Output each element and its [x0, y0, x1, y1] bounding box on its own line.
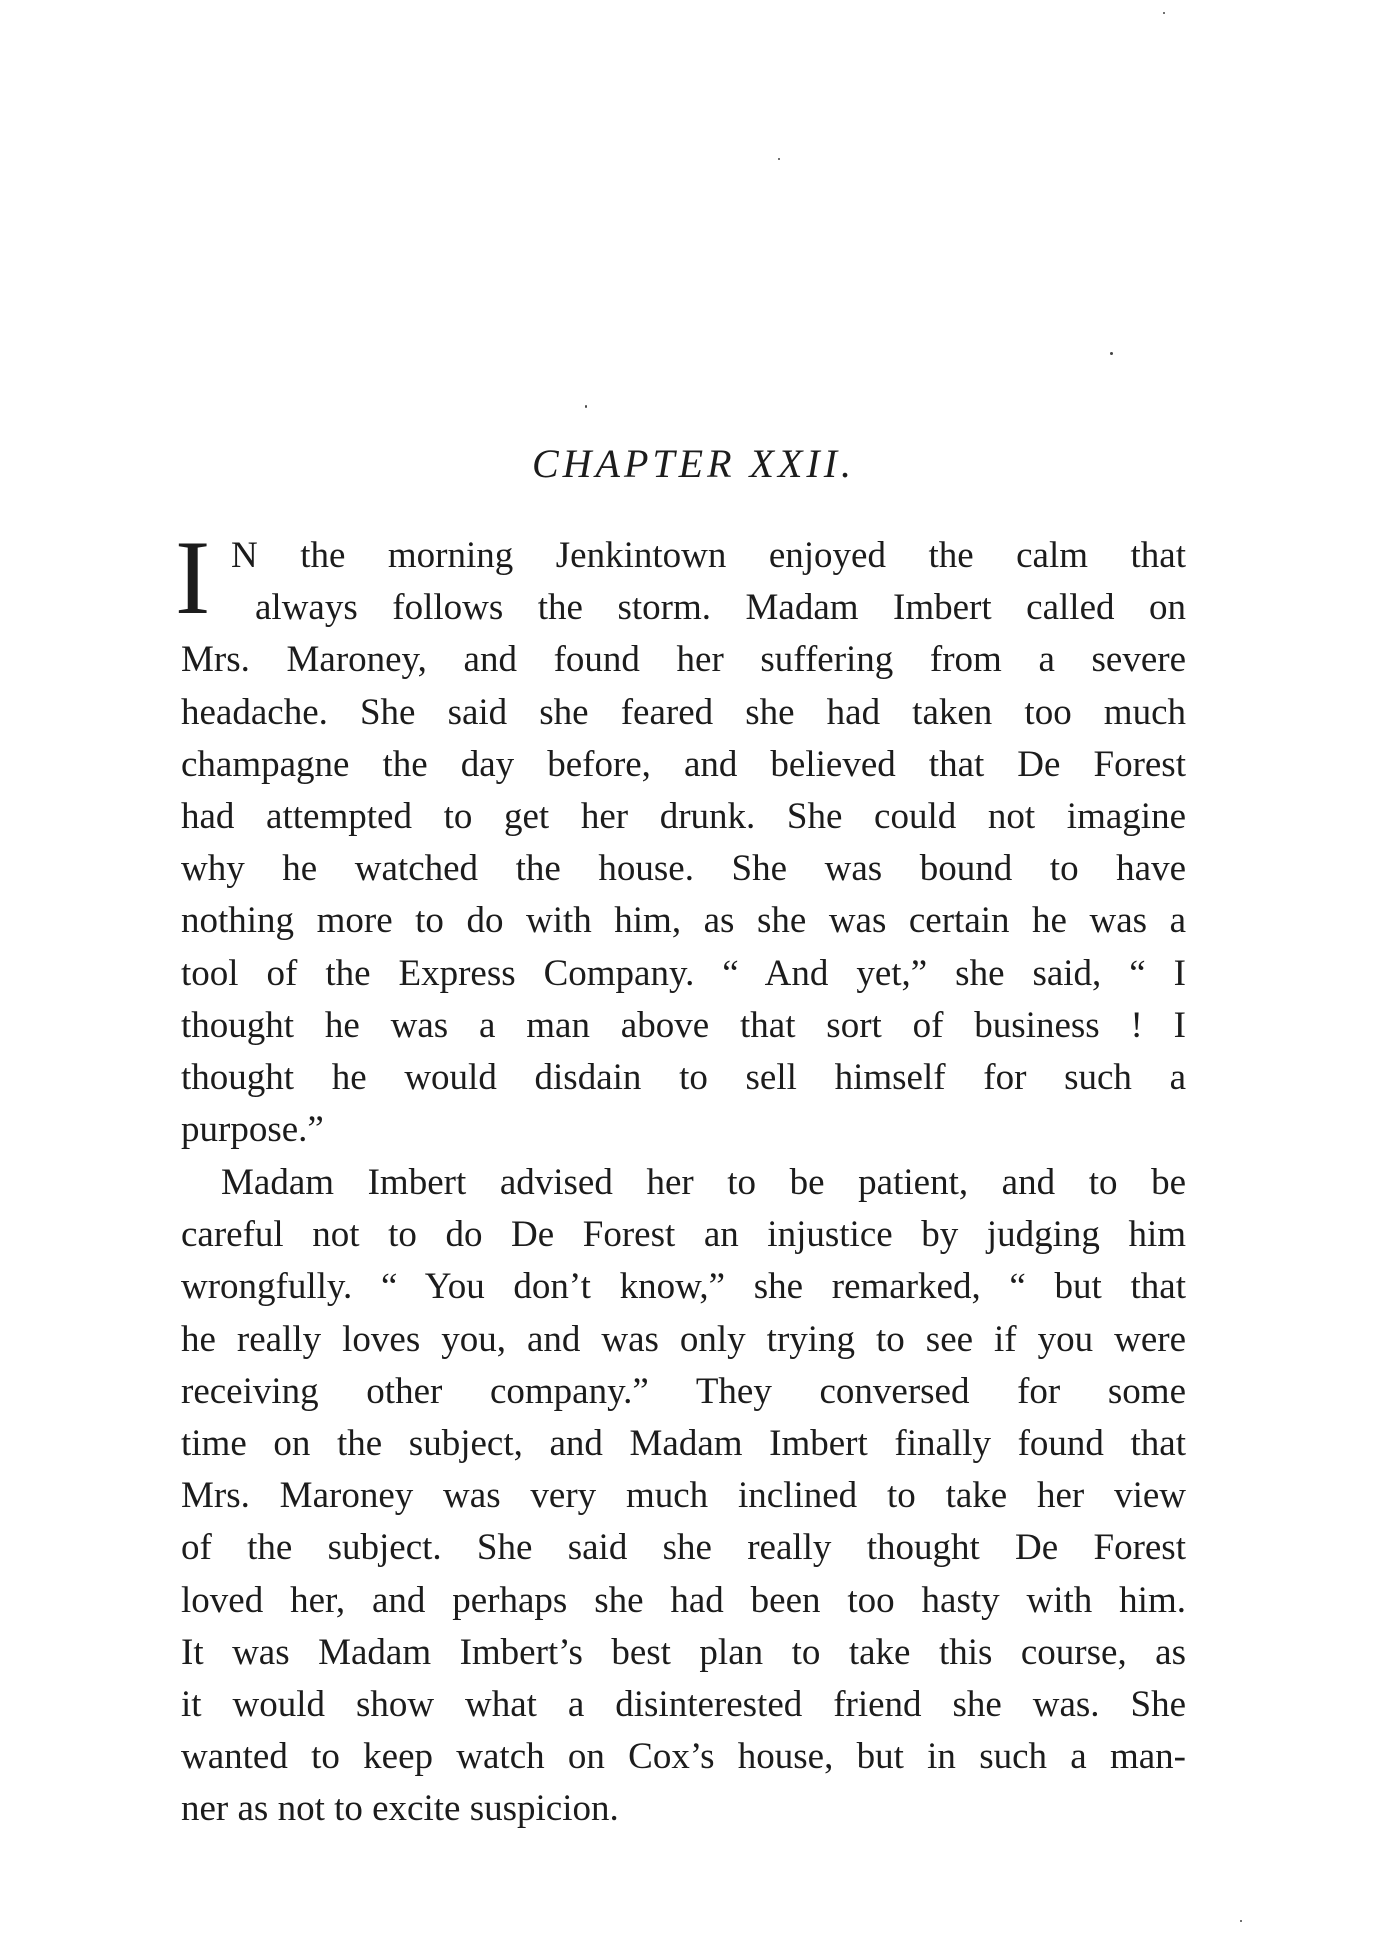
text-line: ner as not to excite suspicion.	[181, 1788, 619, 1830]
text-line: purpose.”	[181, 1109, 324, 1151]
text-line: champagne the day before, and believed that De Forest	[181, 743, 1186, 785]
text-line: of the subject. She said she really thought De Forest	[181, 1527, 1186, 1569]
scan-speck	[1240, 1920, 1242, 1922]
text-line: loved her, and perhaps she had been too hasty with him.	[181, 1579, 1186, 1621]
scan-speck	[1110, 352, 1113, 355]
text-line: N the morning Jenkintown enjoyed the calm that	[231, 535, 1186, 576]
paragraph-2	[181, 1157, 1186, 1835]
text-line: had attempted to get her drunk. She could not imagine	[181, 795, 1186, 837]
scan-speck	[778, 158, 780, 160]
text-line: it would show what a disinterested friend she was. She	[181, 1683, 1186, 1725]
paragraph-1	[175, 519, 1186, 1156]
text-line: thought he was a man above that sort of business ! I	[181, 1004, 1186, 1046]
text-line: wanted to keep watch on Cox’s house, but in such a man-	[181, 1736, 1186, 1778]
text-line: Mrs. Maroney was very much inclined to take her view	[181, 1475, 1186, 1517]
chapter-heading: CHAPTER XXII.	[531, 441, 856, 486]
text-line: It was Madam Imbert’s best plan to take this course, as	[181, 1631, 1186, 1673]
text-line: thought he would disdain to sell himself for such a	[181, 1056, 1186, 1098]
scan-speck	[585, 405, 587, 408]
text-line: why he watched the house. She was bound to have	[181, 848, 1186, 890]
text-line: receiving other company.” They conversed for some	[181, 1370, 1186, 1412]
text-line: wrongfully. “ You don’t know,” she remarked, “ but that	[181, 1266, 1186, 1308]
text-line: careful not to do De Forest an injustice by judging him	[181, 1214, 1186, 1256]
text-line: Madam Imbert advised her to be patient, and to be	[221, 1162, 1186, 1203]
scan-speck	[1163, 12, 1165, 14]
text-line: Mrs. Maroney, and found her suffering from a severe	[181, 639, 1186, 681]
text-line: nothing more to do with him, as she was certain he was a	[181, 900, 1186, 942]
text-line: always follows the storm. Madam Imbert called on	[255, 587, 1186, 629]
text-line: headache. She said she feared she had taken too much	[181, 691, 1186, 733]
text-line: tool of the Express Company. “ And yet,” she said, “ I	[181, 952, 1186, 994]
drop-cap: I	[175, 519, 211, 636]
text-line: time on the subject, and Madam Imbert finally found that	[181, 1422, 1186, 1464]
text-line: he really loves you, and was only trying to see if you were	[181, 1318, 1186, 1360]
